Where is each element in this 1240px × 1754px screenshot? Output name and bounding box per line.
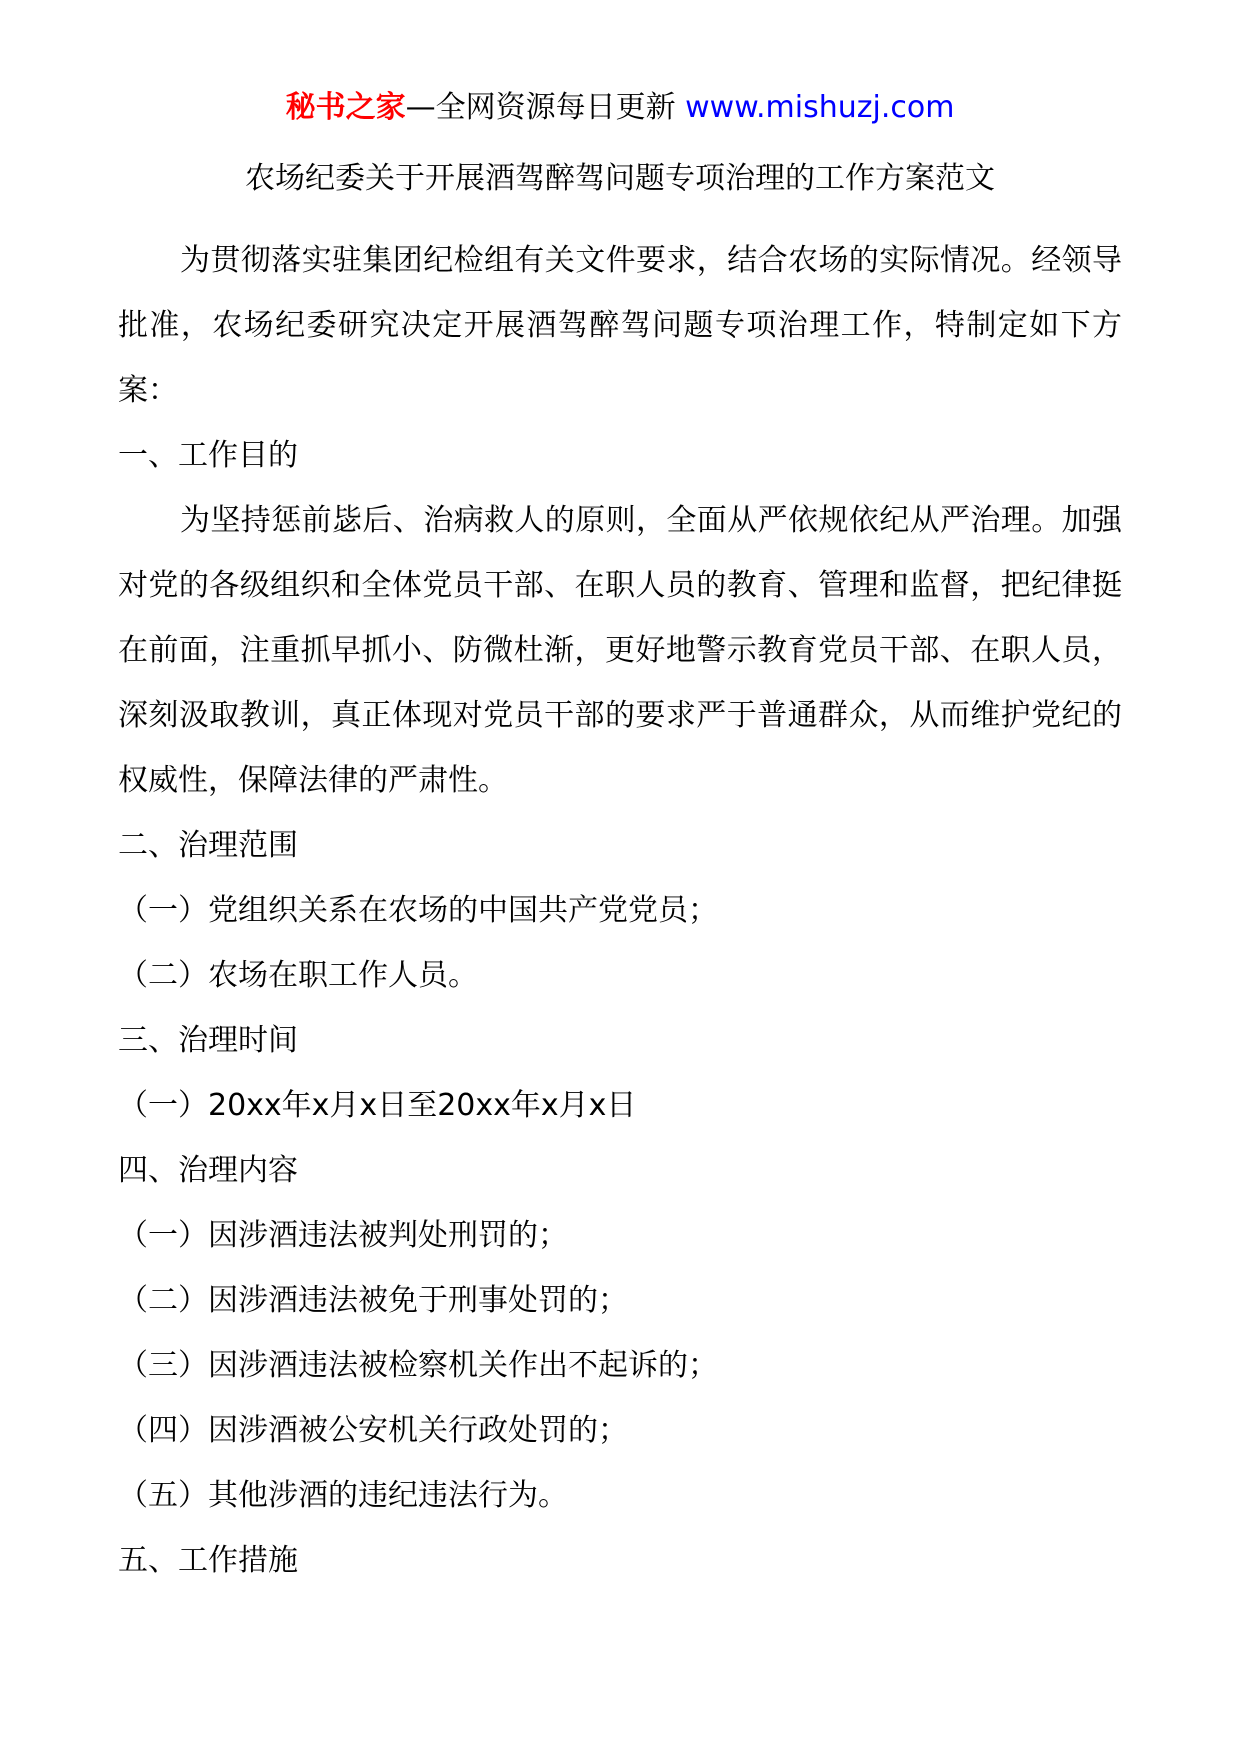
content-item: （四）因涉酒被公安机关行政处罚的； bbox=[118, 1413, 628, 1448]
site-header bbox=[0, 86, 1240, 130]
site-url-link[interactable]: www.mishuzj.com bbox=[685, 90, 955, 125]
section-heading-content: 四、治理内容 bbox=[118, 1153, 298, 1188]
document-title: 农场纪委关于开展酒驾醉驾问题专项治理的工作方案范文 bbox=[245, 161, 995, 196]
site-brand: 秘书之家 bbox=[285, 90, 406, 125]
scope-item: （二）农场在职工作人员。 bbox=[118, 958, 478, 993]
content-item: （五）其他涉酒的违纪违法行为。 bbox=[118, 1478, 568, 1513]
content-item: （一）因涉酒违法被判处刑罚的； bbox=[118, 1218, 568, 1253]
section-heading-time: 三、治理时间 bbox=[118, 1023, 298, 1058]
section-heading-purpose: 一、工作目的 bbox=[118, 438, 298, 473]
section-heading-scope: 二、治理范围 bbox=[118, 828, 298, 863]
content-item: （三）因涉酒违法被检察机关作出不起诉的； bbox=[118, 1348, 718, 1383]
purpose-paragraph: 为坚持惩前毖后、治病救人的原则，全面从严依规依纪从严治理。加强对党的各级组织和全体党员干部、在职人员的教育、管理和监督，把纪律挺在前面，注重抓早抓小、防微杜渐，更好地警示教育党员干部、在职人员，深刻汲取教训，真正体现对党员干部的要求严于普通群众，从而维护党纪的权威性，保障法律的严肃性。 bbox=[118, 503, 1122, 798]
time-item: （一）20xx年x月x日至20xx年x月x日 bbox=[118, 1088, 637, 1123]
document-body bbox=[118, 228, 1122, 1593]
content-item: （二）因涉酒违法被免于刑事处罚的； bbox=[118, 1283, 628, 1318]
site-slogan: —全网资源每日更新 bbox=[405, 90, 686, 125]
section-heading-measures: 五、工作措施 bbox=[118, 1543, 298, 1578]
intro-paragraph: 为贯彻落实驻集团纪检组有关文件要求，结合农场的实际情况。经领导批准，农场纪委研究决定开展酒驾醉驾问题专项治理工作，特制定如下方案： bbox=[118, 243, 1122, 408]
scope-item: （一）党组织关系在农场的中国共产党党员； bbox=[118, 893, 718, 928]
